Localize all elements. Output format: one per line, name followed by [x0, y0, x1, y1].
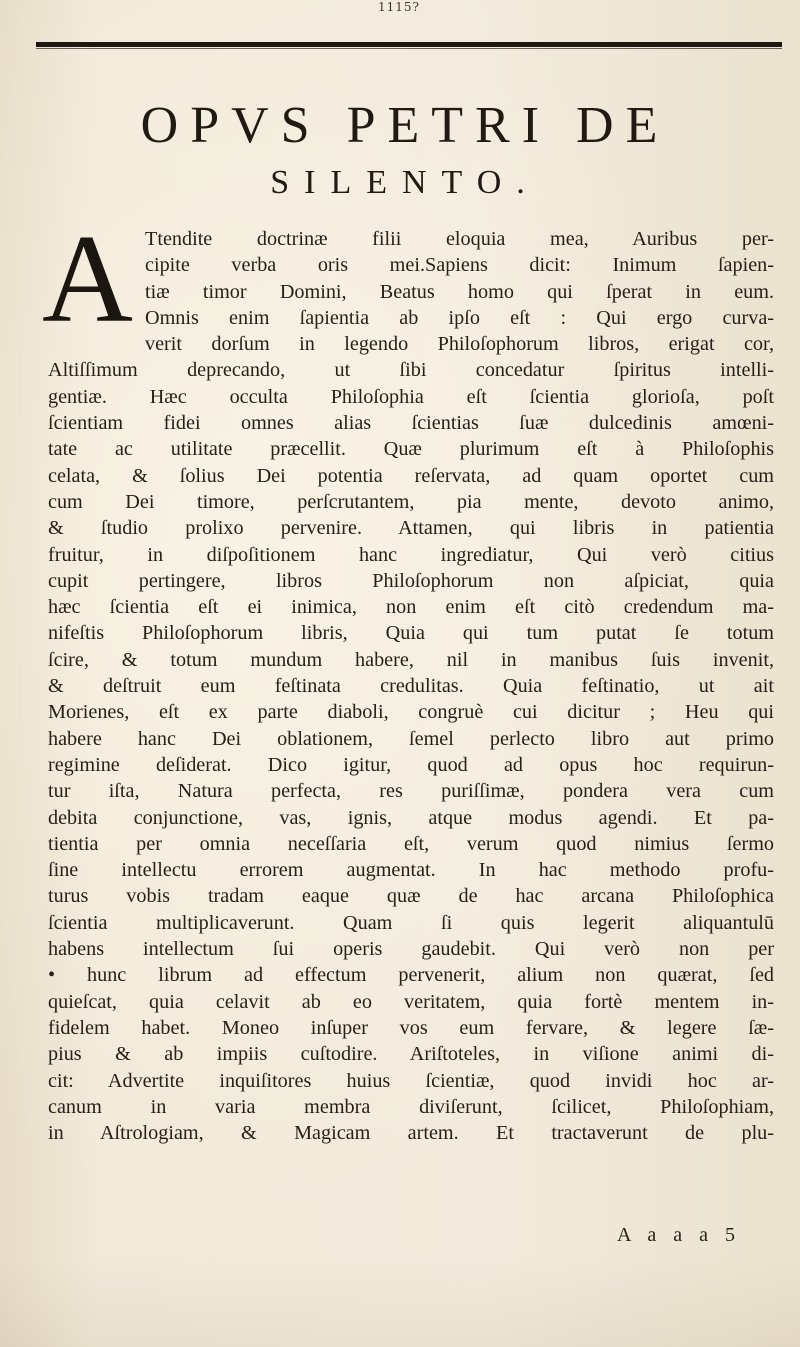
text-line: habere hanc Dei oblationem, ſemel perlecto libro aut primo	[48, 727, 774, 750]
drop-cap: A	[42, 210, 133, 349]
text-line: gentiæ. Hæc occulta Philoſophia eſt ſcientia glorioſa, poſt	[48, 385, 774, 408]
text-line: tiæ timor Domini, Beatus homo qui ſperat in eum.	[145, 280, 774, 303]
header-rule	[36, 42, 782, 47]
text-line: hæc ſcientia eſt ei inimica, non enim eſt citò credendum ma-	[48, 596, 774, 619]
text-line: nifeſtis Philoſophorum libris, Quia qui tum putat ſe totum	[48, 622, 774, 645]
text-line: & deſtruit eum feſtinata credulitas. Quia feſtinatio, ut ait	[48, 675, 774, 698]
text-line: ſcientiam fidei omnes alias ſcientias ſuæ dulcedinis amœni-	[48, 412, 774, 435]
text-line: • hunc librum ad effectum pervenerit, alium non quærat, ſed	[48, 964, 774, 987]
text-lines	[48, 226, 774, 1146]
text-line: cupit pertingere, libros Philoſophorum non aſpiciat, quia	[48, 569, 774, 592]
page-subtitle: SILENTO.	[270, 164, 540, 201]
text-line: verit dorſum in legendo Philoſophorum libros, erigat cor,	[145, 333, 774, 356]
text-line: pius & ab impiis cuſtodire. Ariſtoteles, in viſione animi di-	[48, 1043, 774, 1066]
text-line: ſine intellectu errorem augmentat. In hac methodo profu-	[48, 859, 774, 882]
text-line: & ſtudio prolixo pervenire. Attamen, qui libris in patientia	[48, 517, 774, 540]
text-line: debita conjunctione, vas, ignis, atque modus agendi. Et pa-	[48, 806, 774, 829]
text-line: ſcientia multiplicaverunt. Quam ſi quis legerit aliquantulū	[48, 911, 774, 934]
text-line: Omnis enim ſapientia ab ipſo eſt : Qui ergo curva-	[145, 306, 774, 329]
text-line: Altiſſimum deprecando, ut ſibi concedatur ſpiritus intelli-	[48, 359, 774, 382]
text-line: tate ac utilitate præcellit. Quæ plurimum eſt à Philoſophis	[48, 438, 774, 461]
text-line: in Aſtrologiam, & Magicam artem. Et tractaverunt de plu-	[48, 1122, 774, 1145]
text-line: canum in varia membra diviſerunt, ſcilicet, Philoſophiam,	[48, 1095, 774, 1118]
text-line: tientia per omnia neceſſaria eſt, verum quod nimius ſermo	[48, 832, 774, 855]
text-line: celata, & ſolius Dei potentia reſervata, ad quam oportet cum	[48, 464, 774, 487]
text-line: fruitur, in diſpoſitionem hanc ingrediatur, Qui verò citius	[48, 543, 774, 566]
text-line: tur iſta, Natura perfecta, res puriſſimæ, pondera vera cum	[48, 780, 774, 803]
page-mark: 1115?	[378, 0, 420, 14]
body-text	[42, 210, 774, 1146]
text-line: cit: Advertite inquiſitores huius ſcientiæ, quod invidi hoc ar-	[48, 1069, 774, 1092]
page-title: OPVS PETRI DE	[140, 97, 670, 154]
text-line: cipite verba oris mei.Sapiens dicit: Inimum ſapien-	[145, 254, 774, 277]
text-line: fidelem habet. Moneo inſuper vos eum fervare, & legere ſæ-	[48, 1016, 774, 1039]
text-line: turus vobis tradam eaque quæ de hac arcana Philoſophica	[48, 885, 774, 908]
text-line: cum Dei timore, perſcrutantem, pia mente, devoto animo,	[48, 490, 774, 513]
text-line: Ttendite doctrinæ filii eloquia mea, Auribus per-	[145, 228, 774, 250]
text-line: habens intellectum ſui operis gaudebit. Qui verò non per	[48, 938, 774, 961]
page-shadow	[0, 1257, 800, 1347]
text-line: ſcire, & totum mundum habere, nil in manibus ſuis invenit,	[48, 648, 774, 671]
text-line: regimine deſiderat. Dico igitur, quod ad opus hoc requirun-	[48, 753, 774, 776]
text-line: Morienes, eſt ex parte diaboli, congruè cui dicitur ; Heu qui	[48, 701, 774, 724]
signature-mark: A a a a 5	[617, 1224, 741, 1246]
text-line: quieſcat, quia celavit ab eo veritatem, quia fortè mentem in-	[48, 990, 774, 1013]
